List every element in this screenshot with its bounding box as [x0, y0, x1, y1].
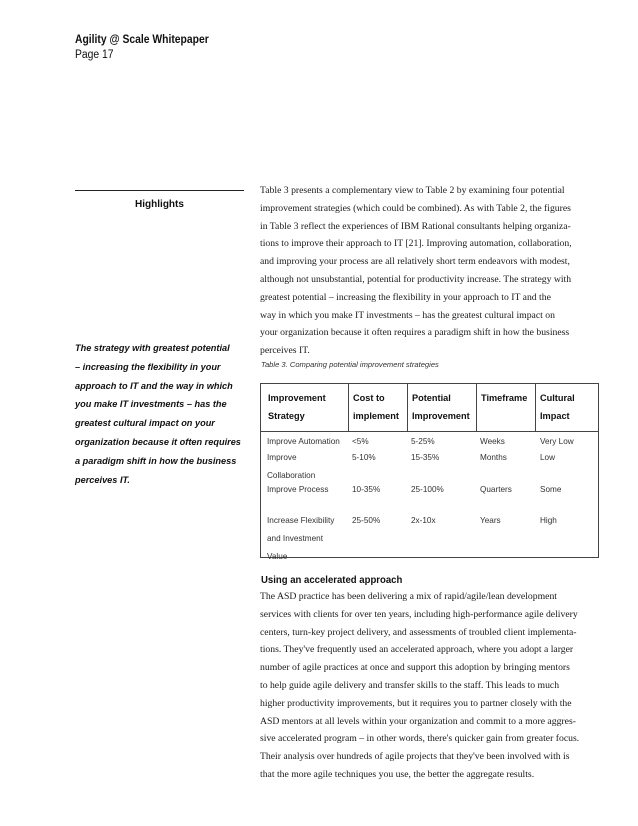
table-cell: Low	[540, 453, 556, 462]
section-line: tions. They've frequently used an accelerated approach, where you adopt a larger	[260, 644, 574, 656]
section-line: ASD mentors at all levels within your organization and commit to a more aggres-	[260, 715, 576, 727]
table-cell: 5-10%	[352, 453, 376, 462]
section-line: higher productivity improvements, but it requires you to partner closely with the	[260, 697, 572, 709]
section-line: centers, turn-key project delivery, and assessments of troubled client implementa-	[260, 626, 577, 638]
intro-line: perceives IT.	[260, 345, 310, 357]
table-cell: 25-100%	[411, 485, 444, 494]
section-line: sive accelerated program – in other words, there's quicker gain from greater focus.	[260, 733, 580, 745]
intro-line: your organization because it often requires a paradigm shift in how the business	[260, 327, 570, 339]
column-divider	[476, 384, 477, 432]
pull-quote-line: a paradigm shift in how the business	[75, 455, 237, 466]
section-line: The ASD practice has been delivering a mix of rapid/agile/lean development	[260, 591, 557, 602]
pull-quote-line: you make IT investments – has the	[75, 399, 227, 410]
table-cell: <5%	[352, 437, 369, 446]
column-divider	[407, 384, 408, 432]
header-cell-cost: Cost to implement	[353, 393, 399, 421]
pull-quote-line: – increasing the flexibility in your	[75, 361, 221, 372]
table-cell: Months	[480, 453, 507, 462]
table-cell: Improve Automation	[267, 437, 340, 446]
table-cell: Quarters	[480, 485, 512, 494]
intro-line: improvement strategies (which could be combined). As with Table 2, the figures	[260, 202, 571, 214]
highlights-heading: Highlights	[135, 199, 184, 210]
section-line: number of agile practices at once and support this adoption by bringing mentors	[260, 662, 570, 674]
strategy-table	[260, 383, 599, 562]
intro-line: in Table 3 reflect the experiences of IBM Rational consultants helping organiza-	[260, 220, 571, 232]
table-cell: 15-35%	[411, 453, 440, 462]
header-cell-cultural-impact: Cultural Impact	[540, 393, 575, 421]
intro-line: although not unsubstantial, potential for productivity increase. The strategy with	[260, 273, 572, 285]
table-cell: 5-25%	[411, 437, 435, 446]
section-line: Their analysis over hundreds of agile projects that they've been involved with is	[260, 751, 570, 763]
highlights-pull-quote	[75, 339, 251, 489]
section-line: services with clients for over ten years, including high-performance agile delivery	[260, 608, 578, 620]
header-cell-strategy: Improvement Strategy	[268, 393, 326, 421]
pull-quote-line: greatest cultural impact on your	[75, 418, 215, 429]
intro-line: and improving your process are all relatively short term endeavors with modest,	[260, 256, 570, 268]
table-cell: 25-50%	[352, 516, 381, 525]
intro-line: greatest potential – increasing the flexibility in your approach to IT and the	[260, 291, 551, 303]
table-caption: Table 3. Comparing potential improvement strategies	[261, 360, 439, 369]
table-cell: Increase Flexibility and Investment Value	[267, 516, 335, 562]
document-title: Agility @ Scale Whitepaper	[75, 34, 209, 46]
table-cell: Improve Collaboration	[267, 453, 316, 481]
highlights-rule	[75, 190, 244, 191]
pull-quote-line: approach to IT and the way in which	[75, 380, 233, 391]
section-title: Using an accelerated approach	[261, 575, 403, 586]
section-line: to help guide agile delivery and transfer skills to the staff. This leads to much	[260, 679, 560, 691]
table-header-row	[261, 384, 598, 432]
intro-line: way in which you make IT investments – has the greatest cultural impact on	[260, 309, 555, 321]
header-cell-potential: Potential Improvement	[412, 393, 470, 421]
table-cell: High	[540, 516, 557, 525]
intro-line: tions to improve their approach to IT [21]. Improving automation, collaboration,	[260, 238, 572, 250]
column-divider	[535, 384, 536, 432]
page-number: Page 17	[75, 49, 114, 61]
table-cell: Weeks	[480, 437, 505, 446]
table-cell: 10-35%	[352, 485, 381, 494]
table-cell: Very Low	[540, 437, 574, 446]
intro-line: Table 3 presents a complementary view to Table 2 by examining four potential	[260, 185, 565, 196]
section-line: that the more agile techniques you use, the better the aggregate results.	[260, 768, 535, 780]
table-cell: Improve Process	[267, 485, 329, 494]
table-cell: 2x-10x	[411, 516, 436, 525]
table-cell: Some	[540, 485, 562, 494]
pull-quote-line: organization because it often requires	[75, 436, 241, 447]
section-paragraph	[260, 588, 605, 784]
table-cell: Years	[480, 516, 501, 525]
pull-quote-line: perceives IT.	[75, 474, 130, 485]
column-divider	[348, 384, 349, 432]
pull-quote-line: The strategy with greatest potential	[75, 343, 230, 353]
header-cell-timeframe: Timeframe	[481, 393, 528, 403]
intro-paragraph	[260, 182, 605, 360]
